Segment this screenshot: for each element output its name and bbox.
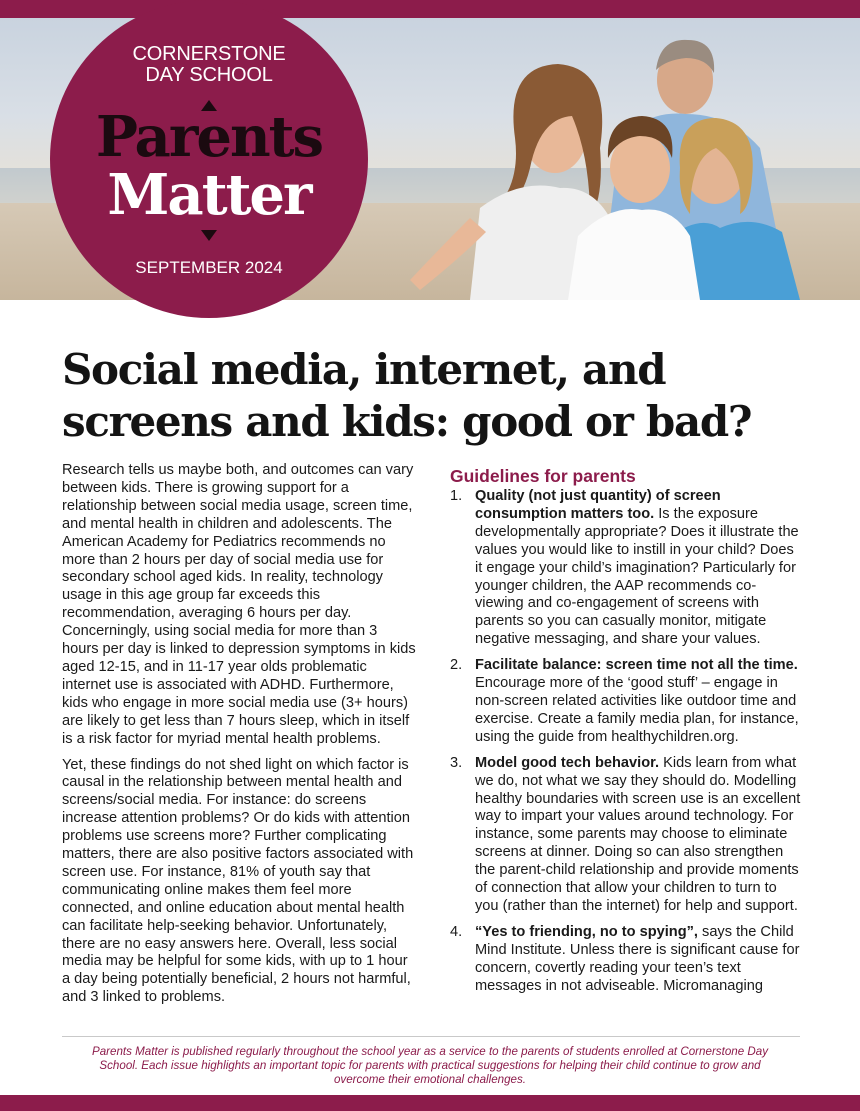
guideline-number: 2.: [450, 657, 463, 674]
newsletter-title-parents: Parents: [95, 104, 323, 170]
top-accent-bar: [0, 0, 860, 18]
school-name-line-1: CORNERSTONE: [132, 43, 286, 65]
guideline-item: [450, 755, 802, 916]
newsletter-title-matter: Matter: [107, 162, 311, 228]
issue-date: SEPTEMBER 2024: [135, 258, 283, 277]
guideline-text: Kids learn from what we do, not what we say they should do. Modelling healthy boundaries with screen use is an excellent way to impart your values around technology. For instance, some parents may choose to eliminate screens at dinner. Doing so can also strengthen the parent-child relationship and provide moments of connection that allow your children to turn to you (rather than the internet) for help and support.: [475, 754, 801, 914]
left-column: [62, 462, 417, 1015]
intro-paragraph: Research tells us maybe both, and outcomes can vary between kids. There is growing support for a relationship between social media usage, screen time, and mental health in children and adolescents. The American Academy for Pediatrics recommends no more than 2 hours per day of social media use for secondary school aged kids. In reality, technology usage in this age group far exceeds this recommendation, averaging 6 hours per day. Concerningly, using social media for more than 3 hours per day is linked to depression symptoms in kids aged 12-15, and in 11-17 year olds problematic internet use is associated with ADHD. Furthermore, kids who engage in more social media use (3+ hours) are likely to get less than 7 hours sleep, which in itself is a risk factor for myriad mental health problems.: [62, 462, 416, 747]
publication-note: Parents Matter is published regularly throughout the school year as a service to the parents of students enrolled at Cornerstone Day School. Each issue highlights an important topic for parents with practical suggestions for helping their child continue to grow and overcome their emotional challenges.: [91, 1045, 769, 1086]
guideline-text: Encourage more of the ‘good stuff’ – engage in non-screen related activities like outdoor time and exercise. Create a family media plan, for instance, using the guide from healthychildren.org.: [475, 675, 799, 745]
guideline-text: says the Child Mind Institute. Unless there is significant cause for concern, covertly reading your teen’s text messages in not adviseable. Micromanaging: [475, 923, 800, 994]
article-headline: Social media, internet, and screens and kids: good or bad?: [62, 345, 752, 446]
guideline-item: [450, 924, 802, 996]
guideline-number: 4.: [450, 923, 463, 940]
right-column: [450, 462, 802, 1003]
guideline-lead: Quality (not just quantity) of screen consumption matters too.: [475, 488, 721, 522]
guideline-text: Is the exposure developmentally appropriate? Does it illustrate the values you would like to instill in your child? Does it engage your child’s imagination? Particularly for younger children, the AAP recommends co-viewing and co-engagement of screens with parents so you can casually monitor, mitigate negative messaging, and share your values.: [475, 505, 799, 648]
guideline-number: 1.: [450, 488, 463, 504]
school-name-line-2: DAY SCHOOL: [145, 64, 273, 86]
guideline-number: 3.: [450, 754, 463, 771]
guideline-item: [450, 657, 802, 747]
guideline-lead: “Yes to friending, no to spying”,: [475, 923, 698, 940]
findings-paragraph: Yet, these findings do not shed light on which factor is causal in the relationship between mental health and screens/social media. For instance: do screens increase attention problems? Or do kids with attention problems use screens more? Further complicating matters, there are also positive factors associated with screen use. For instance, 81% of youth say that communicating online makes them feel more connected, and online education about mental health can facilitate help-seeking behavior. Unfortunately, there are no easy answers here. Overall, less social media may be helpful for some kids, with up to 1 hour a day being potentially beneficial, 2 hours not harmful, and 3 linked to problems.: [62, 756, 414, 1006]
masthead-circle: [50, 0, 368, 318]
guideline-lead: Facilitate balance: screen time not all the time.: [475, 657, 798, 674]
triangle-down-icon: [201, 230, 217, 241]
bottom-accent-bar: [0, 1095, 860, 1111]
guidelines-heading: Guidelines for parents: [450, 466, 636, 486]
guideline-lead: Model good tech behavior.: [475, 754, 660, 771]
guideline-item: [450, 488, 802, 649]
footer-divider: [62, 1036, 800, 1037]
